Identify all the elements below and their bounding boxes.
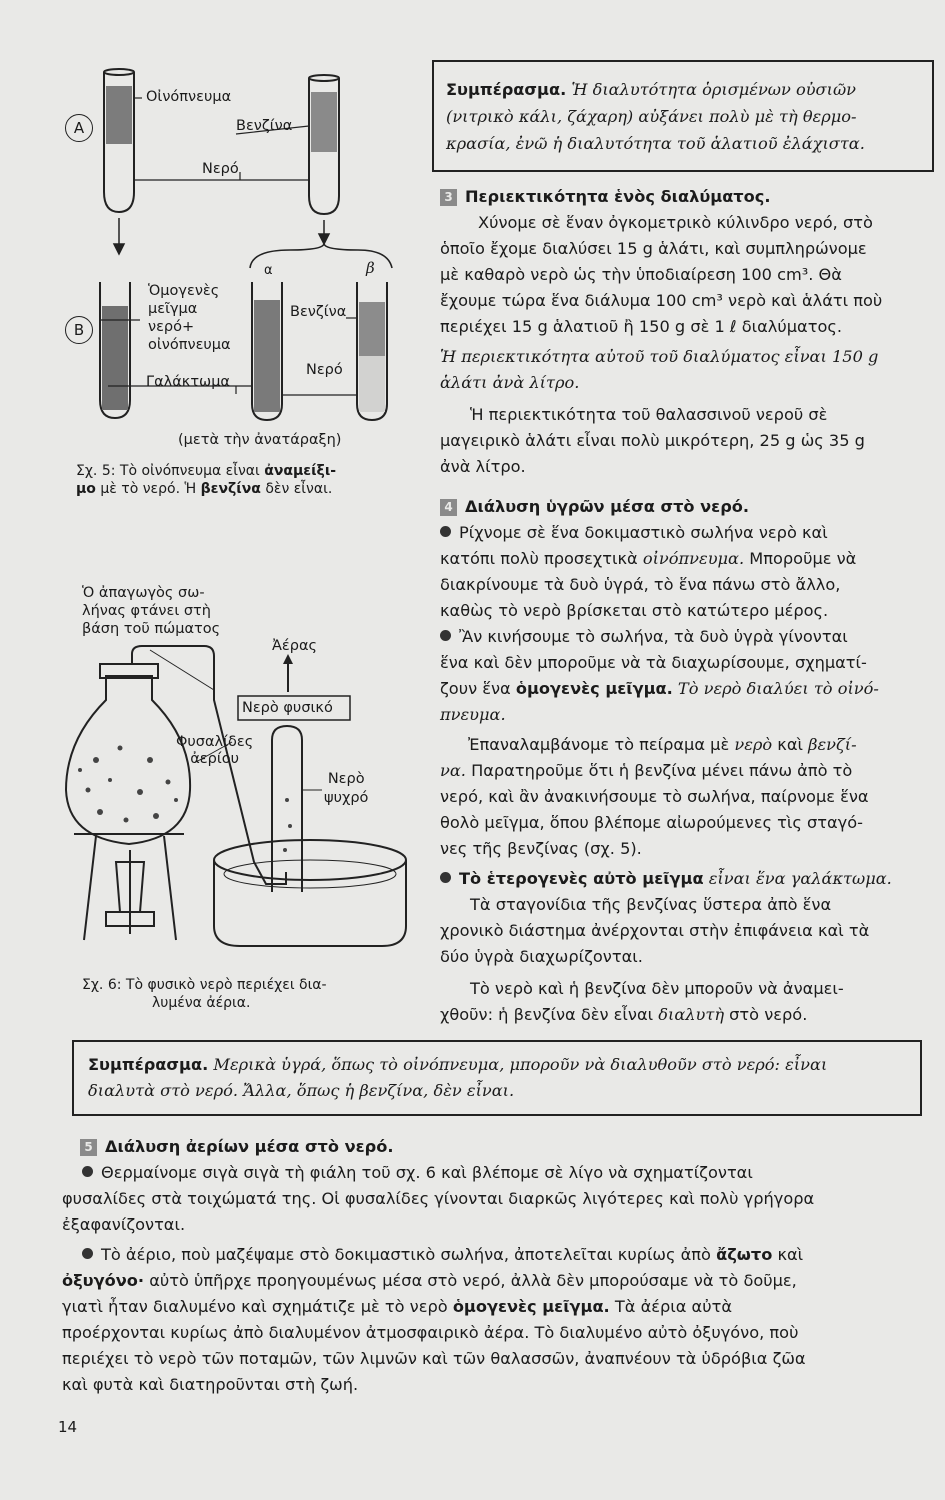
label-nero-b: Νερό <box>306 362 343 378</box>
label-nero-psyxro: Νερὸ ψυχρό <box>324 771 369 806</box>
section-5-heading: 5 Διάλυση ἀερίων μέσα στὸ νερό. <box>62 1134 920 1160</box>
label-galaktoma: Γαλάκτωμα <box>146 374 230 390</box>
inverted-test-tube <box>272 726 302 892</box>
tube-b-beta-gasoline <box>359 302 385 356</box>
label-tube-note: Ὁ ἀπαγωγὸς σω- λήνας φτάνει στὴ βάση τοῦ πώματος <box>82 585 221 637</box>
label-after-shaking: (μετὰ τὴν ἀνατάραξη) <box>178 432 342 448</box>
conclusion-box-2: Συμπέρασμα. Μερικὰ ὑγρά, ὅπως τὸ οἰνόπνευμα, μποροῦν νὰ διαλυθοῦν στὸ νερό: εἶναι διαλυτὰ στὸ νερό. Ἄλλα, ὅπως ἡ βενζίνα, δὲν εἶναι. <box>72 1040 922 1116</box>
section-5: 5 Διάλυση ἀερίων μέσα στὸ νερό. Θερμαίνομε σιγὰ σιγὰ τὴ φιάλη τοῦ σχ. 6 καὶ βλέπομε σὲ λίγο νὰ σχηματίζονται φυσαλίδες στὰ τοιχώματά της. Οἱ φυσαλίδες γίνονται διαρκῶς λιγότερες καὶ πολὺ γρήγορα ἐξαφανίζονται. Τὸ ἀέριο, ποὺ μαζέψαμε στὸ δοκιμαστικὸ σωλήνα, ἀποτελεῖται κυρίως ἀπὸ ἄζωτο καὶ ὀξυγόνο· αὐτὸ ὑπῆρχε προηγουμένως μέσα στὸ νερό, ἀλλὰ δὲν μπορούσαμε νὰ τὸ δοῦμε, γιατὶ ἦταν διαλυμένο καὶ σχημάτιζε μὲ τὸ νερὸ ὁμογενὲς μεῖγμα. Τὰ ἀέρια αὐτὰ προέρχονται κυρίως ἀπὸ διαλυμένον ἀτμοσφαιρικὸ ἀέρα. Τὸ διαλυμένο αὐτὸ ὀξυγόνο, ποὺ περιέχει τὸ νερὸ τῶν ποταμῶν, τῶν λιμνῶν καὶ τῶν θαλασσῶν, ἀναπνέουν τὰ ὑδρόβια ζῶα καὶ φυτὰ καὶ διατηροῦνται στὴ ζωή. <box>62 1134 920 1398</box>
section-4: 4 Διάλυση ὑγρῶν μέσα στὸ νερό. Ρίχνομε σὲ ἕνα δοκιμαστικὸ σωλήνα νερὸ καὶ κατόπι πολὺ προσεχτικὰ οἰνόπνευμα. Μποροῦμε νὰ διακρίνουμε τὰ δυὸ ὑγρά, τὸ ἕνα πάνω στὸ ἄλλο, καθὼς τὸ νερὸ βρίσκεται στὸ κατώτερο μέρος. Ἂν κινήσουμε τὸ σωλήνα, τὰ δυὸ ὑγρὰ γίνονται ἕνα καὶ δὲν μποροῦμε νὰ τὰ διαχωρίσουμε, σχηματί- ζουν ἕνα ὁμογενὲς μεῖγμα. Τὸ νερὸ διαλύει τὸ οἰνό- πνευμα. Ἐπαναλαμβάνομε τὸ πείραμα μὲ νερὸ καὶ βενζί- να. Παρατηροῦμε ὅτι ἡ βενζίνα μένει πάνω ἀπὸ τὸ νερό, καὶ ἂν ἀνακινήσουμε τὸ σωλήνα, παίρνομε ἕνα θολὸ μεῖγμα, ὅπου βλέπομε αἰωρούμενες τὶς σταγό- νες τῆς βενζίνας (σχ. 5). Τὸ ἑτερογενὲς αὐτὸ μεῖγμα εἶναι ἕνα γαλάκτωμα. Τὰ σταγονίδια τῆς βενζίνας ὕστερα ἀπὸ ἕνα χρονικὸ διάστημα ἀνέρχονται στὴν ἐπιφάνεια καὶ τὰ δύο ὑγρὰ διαχωρίζονται. Τὸ νερὸ καὶ ἡ βενζίνα δὲν μποροῦν νὰ ἀναμει- χθοῦν: ἡ βενζίνα δὲν εἶναι διαλυτὴ στὸ νερό. <box>440 494 934 1028</box>
tube-a-left-alcohol <box>106 86 132 144</box>
figure-5-caption: Σχ. 5: Τὸ οἰνόπνευμα εἶναι ἀναμείξι- μο μὲ τὸ νερό. Ἡ βενζίνα δὲν εἶναι. <box>76 463 337 497</box>
tripod-legs <box>84 836 176 940</box>
label-alpha: α <box>264 263 273 278</box>
fig5-label-a: A <box>65 114 93 142</box>
section-3-heading: 3 Περιεκτικότητα ἑνὸς διαλύματος. <box>440 184 934 210</box>
conclusion-box-1: Συμπέρασμα. Ἡ διαλυτότητα ὁρισμένων οὐσιῶν (νιτρικὸ κάλι, ζάχαρη) αὐξάνει πολὺ μὲ τὴ θερμο- κρασία, ἐνῶ ἡ διαλυτότητα τοῦ ἁλατιοῦ ἐλάχιστα. <box>432 60 934 172</box>
label-oinopnevma: Οἰνόπνευμα <box>146 89 232 105</box>
label-aeras: Ἀέρας <box>272 638 318 654</box>
label-venzina: Βενζίνα <box>236 118 293 134</box>
tube-b-beta-water <box>359 356 385 412</box>
label-nero-fysiko: Νερὸ φυσικό <box>242 700 333 716</box>
fig5-label-b: B <box>65 316 93 344</box>
label-nero: Νερό <box>202 161 239 177</box>
water-basin <box>214 860 406 946</box>
label-beta: β <box>366 259 375 277</box>
tube-a-right-gasoline <box>311 92 337 152</box>
section-3: 3 Περιεκτικότητα ἑνὸς διαλύματος. Χύνομε σὲ ἕναν ὀγκομετρικὸ κύλινδρο νερό, στὸ ὁποῖο ἔχομε διαλύσει 15 g ἁλάτι, καὶ συμπληρώνομε μὲ καθαρὸ νερὸ ὡς τὴν ὑποδιαίρεση 100 cm³. Θὰ ἔχουμε τώρα ἕνα διάλυμα 100 cm³ νερὸ καὶ ἁλάτι ποὺ περιέχει 15 g ἁλατιοῦ ἢ 150 g σὲ 1 ℓ διαλύματος. Ἡ περιεκτικότητα αὐτοῦ τοῦ διαλύματος εἶναι 150 g ἁλάτι ἀνὰ λίτρο. Ἡ περιεκτικότητα τοῦ θαλασσινοῦ νεροῦ σὲ μαγειρικὸ ἁλάτι εἶναι πολὺ μικρότερη, 25 g ὡς 35 g ἀνὰ λίτρο. <box>440 184 934 480</box>
label-omogenes: Ὁμογενὲς μεῖγμα νερό+ οἰνόπνευμα <box>148 283 231 353</box>
section-4-heading: 4 Διάλυση ὑγρῶν μέσα στὸ νερό. <box>440 494 934 520</box>
tube-b-left-mixture <box>102 306 128 410</box>
page-number: 14 <box>58 1418 78 1436</box>
tube-b-alpha-emulsion <box>254 300 280 412</box>
label-fysalides: Φυσαλίδες ἀερίου <box>176 734 254 767</box>
arrow-up-icon <box>283 654 293 664</box>
figure-6-caption: Σχ. 6: Τὸ φυσικὸ νερὸ περιέχει δια- λυμένα ἀέρια. <box>82 977 327 1011</box>
label-venzina-b: Βενζίνα <box>290 304 347 320</box>
fig5-arrows <box>114 218 329 254</box>
